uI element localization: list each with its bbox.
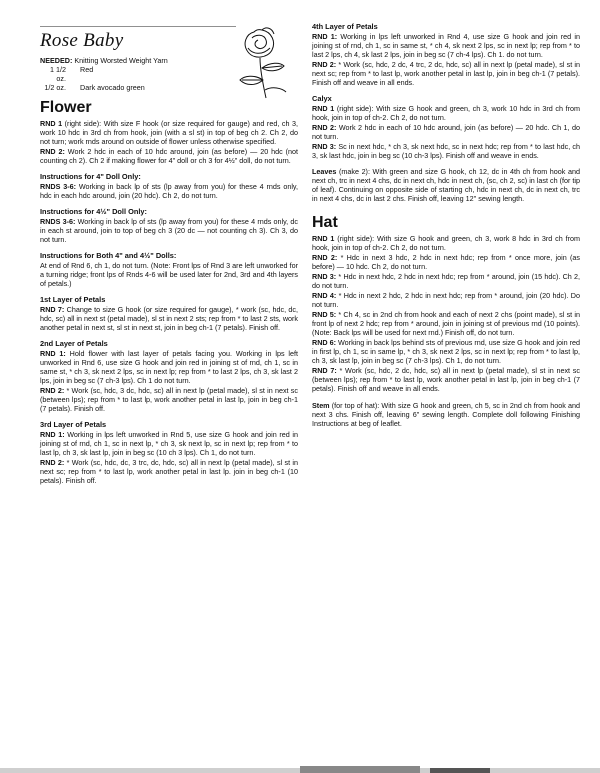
yarn-color: Red: [80, 65, 94, 74]
yarn-amount: 1 1/2 oz.: [50, 65, 66, 83]
instruction-para: [40, 182, 298, 200]
round-text: * Ch 4, sc in 2nd ch from hook and each of next 2 chs (point made), sl st in front lp of next 2 hdc; rep from * around, join in joining st of previous rnd (10 points). (Note: Back lps will be used for next rnd.) Finish off, do not turn.: [312, 310, 580, 337]
round-text: (for top of hat): With size G hook and green, ch 5, sc in 2nd ch from hook and next 3 chs. Finish off, leaving 6" sewing length. Complete doll following Finishing Instructions at beg of leaflet.: [312, 401, 580, 428]
round-text: (make 2): With green and size G hook, ch 12, dc in 4th ch from hook and next ch, trc in next 4 chs, dc in next ch, hdc in next ch, (sc, ch 2, sc) in last ch (for tip of leaf). Continuing on opposite side of starting ch, hdc in next ch, dc in next ch, trc in next 4 chs, dc in last 2 chs. Finish off, leaving 12" sewing length.: [312, 167, 580, 203]
needed-line: [40, 56, 298, 65]
round-text: * Work (sc, hdc, 3 dc, hdc, sc) all in next lp (petal made), sl st in next sc (between lps); rep from * to last lp, work another petal in last lp, join in beg ch-1 (7 petals). Finish off.: [40, 386, 298, 413]
yarn-color: Dark avocado green: [80, 83, 145, 92]
yarn-row: [40, 65, 298, 83]
yarn-amount: 1/2 oz.: [44, 83, 66, 92]
round-text: Hold flower with last layer of petals facing you. Working in lps left unworked in Rnd 6, use size G hook and join red in joining st of rnd, ch 1, sc in same st, * ch 3, sk next 2 lps, sc in next lp; rep from * to last 2 lps, ch 3, sk last 2 lps, join in beg sc (7 ch-3 lps). Ch 1 do not turn.: [40, 349, 298, 385]
round-label: RND 6:: [312, 338, 336, 347]
instruction-para: [40, 119, 298, 146]
instruction-para: [312, 32, 580, 59]
round-label: RND 2:: [312, 253, 338, 262]
round-text: (right side): With size G hook and green, ch 3, work 8 hdc in 3rd ch from hook, join in top of ch-2. Ch 2, do not turn.: [312, 234, 580, 252]
round-label: RND 5:: [312, 310, 337, 319]
instruction-para: [312, 234, 580, 252]
instruction-para: [312, 366, 580, 393]
round-label: RND 4:: [312, 291, 337, 300]
instruction-para: [40, 217, 298, 244]
layer3-heading: 3rd Layer of Petals: [40, 420, 107, 429]
round-label: RND 7:: [40, 305, 65, 314]
round-text: Work 2 hdc in each of 10 hdc around, join (as before) — 20 hdc. Ch 1, do not turn.: [312, 123, 580, 141]
round-text: (right side): With size F hook (or size required for gauge) and red, ch 3, work 10 hdc in 3rd ch from hook, join (with a sl st) in top of beg ch 2. Ch 2, do not turn; work rnds around on outside of flower unless otherwise specified.: [40, 119, 298, 146]
instruction-para: [40, 349, 298, 385]
round-text: * Work (sc, hdc, dc, 3 trc, dc, hdc, sc) all in next lp (petal made), sl st in next sc; rep from * to last lp, work another petal in last lp. join in beg ch-1 (10 petals). Finish off.: [40, 458, 298, 485]
instruction-para: [312, 142, 580, 160]
yarn-row: [40, 83, 298, 92]
left-column: [40, 26, 298, 486]
round-text: Sc in next hdc, * ch 3, sk next hdc, sc in next hdc; rep from * to last hdc, ch 3, sk last hdc, join in beg sc (10 ch-3 lps). Finish off and weave in ends.: [312, 142, 580, 160]
round-label: RND 2:: [40, 458, 65, 467]
instruction-para: [312, 123, 580, 141]
instruction-para: [312, 104, 580, 122]
doll45-heading: Instructions for 4½" Doll Only:: [40, 207, 147, 216]
round-label: RND 1: [40, 119, 63, 128]
round-label: RND 1: [312, 104, 335, 113]
instruction-para: [312, 272, 580, 290]
round-label: RND 1:: [40, 349, 66, 358]
instruction-para: [40, 147, 298, 165]
instruction-para: [312, 310, 580, 337]
instruction-para: [312, 291, 580, 309]
flower-heading: Flower: [40, 99, 92, 116]
round-text: Work 2 hdc in each of 10 hdc around, join (as before) — 20 hdc (not counting ch 2). Ch 2 if making flower for 4" doll or ch 3 for 4½" doll, do not turn.: [40, 147, 298, 165]
scan-edge-icon: [0, 760, 600, 773]
round-text: Working in lps left unworked in Rnd 5, use size G hook and join red in joining st of rnd, ch 1, sc in next lp, * ch 3, sk next lp, sc in next lp; rep from * to last lp, ch 3, sk last lp, join in beg sc (10 ch 3 lps). Ch 1, do not turn.: [40, 430, 298, 457]
instruction-para: [312, 60, 580, 87]
layer1-heading: 1st Layer of Petals: [40, 295, 106, 304]
round-text: * Work (sc, hdc, 2 dc, hdc, sc) all in next lp (petal made), sl st in next sc (between lps); rep from * to last lp, work another petal in last lp, join in beg ch-1 (7 petals). Finish off and weave in all ends.: [312, 366, 580, 393]
round-text: Working in back lp of sts (lp away from you) for these 4 rnds only, hdc in each hdc around, join (20 hdc). Ch 2, do not turn.: [40, 182, 298, 200]
round-label: RND 3:: [312, 142, 337, 151]
instruction-para: [312, 401, 580, 428]
calyx-heading: Calyx: [312, 94, 332, 103]
round-label: RND 2:: [40, 147, 65, 156]
round-label: RND 2:: [312, 60, 337, 69]
needed-text: Knitting Worsted Weight Yarn: [74, 56, 168, 65]
instruction-para: At end of Rnd 6, ch 1, do not turn. (Note: Front lps of Rnd 3 are left unworked for a turning ridge; front lps of Rnds 4-6 will be used later for 2nd, 3rd and 4th layers of petals.): [40, 261, 298, 288]
instruction-para: [312, 338, 580, 365]
round-label: RND 1: [312, 234, 335, 243]
round-label: RND 2:: [312, 123, 337, 132]
doll4-heading: Instructions for 4" Doll Only:: [40, 172, 141, 181]
round-text: Working in lps left unworked in Rnd 4, use size G hook and join red in joining st of rnd, ch 1, sc in same st, * ch 4, sk next 2 lps, sc in next lp; rep from * to last 2 lps, ch 4, sk last 2 lps, join in beg sc (7 ch-4 lps). Ch 1. do not turn.: [312, 32, 580, 59]
round-label: RNDS 3-6:: [40, 217, 76, 226]
instruction-para: [40, 305, 298, 332]
round-text: * Work (sc, hdc, 2 dc, 4 trc, 2 dc, hdc, sc) all in next lp (petal made), sl st in next sc; rep from * to last lp, work another petal in last lp, join in beg ch-1 (7 petals). Finish off and weave in all ends.: [312, 60, 580, 87]
round-label: Stem: [312, 401, 330, 410]
instruction-para: [40, 386, 298, 413]
round-label: RND 1:: [40, 430, 65, 439]
needed-label: NEEDED:: [40, 56, 73, 65]
hat-heading: Hat: [312, 214, 338, 231]
instruction-para: [312, 253, 580, 271]
layer2-heading: 2nd Layer of Petals: [40, 339, 108, 348]
round-text: Working in back lp of sts (lp away from you) for these 4 rnds only, dc in each st around, join to top of beg ch 3 (20 dc — not counting ch 3). Ch 3, do not turn.: [40, 217, 298, 244]
round-label: RND 3:: [312, 272, 337, 281]
round-text: (right side): With size G hook and green, ch 3, work 10 hdc in 3rd ch from hook, join in top of ch-2. Ch 2, do not turn.: [312, 104, 580, 122]
layer4-heading: 4th Layer of Petals: [312, 22, 378, 31]
round-label: RND 1:: [312, 32, 338, 41]
round-text: * Hdc in next hdc, 2 hdc in next hdc; rep from * around, join (15 hdc). Ch 2, do not turn.: [312, 272, 580, 290]
pattern-title: Rose Baby: [40, 30, 124, 51]
round-text: * Hdc in next 2 hdc, 2 hdc in next hdc; rep from * around, join (20 hdc). Do not turn.: [312, 291, 580, 309]
round-text: * Hdc in next 3 hdc, 2 hdc in next hdc; rep from * once more, join (as before) — 10 hdc. Ch 2, do not turn.: [312, 253, 580, 271]
instruction-para: [40, 458, 298, 485]
round-text: Working in back lps behind sts of previous rnd, use size G hook and join red in first lp, ch 1, sc in same lp, * ch 3, sk next 2 lps, sc in next lp; rep from * to last lp, ch 3, sk last lp, join in beg sc (7 ch-3 lps). Ch 1, do not turn.: [312, 338, 581, 365]
both-dolls-heading: Instructions for Both 4" and 4½" Dolls:: [40, 251, 177, 260]
right-column: [312, 20, 580, 429]
instruction-para: [312, 167, 580, 203]
instruction-para: [40, 430, 298, 457]
round-label: RND 7:: [312, 366, 337, 375]
round-label: RNDS 3-6:: [40, 182, 76, 191]
round-label: RND 2:: [40, 386, 65, 395]
round-text: Change to size G hook (or size required for gauge), * work (sc, hdc, dc, hdc, sc) all in next st (petal made), sl st in next 2 sts; rep from * to last 2 sts, work another petal in next st, sl st in next st, join in beg ch-1 (7 petals). Finish off.: [40, 305, 298, 332]
round-label: Leaves: [312, 167, 337, 176]
